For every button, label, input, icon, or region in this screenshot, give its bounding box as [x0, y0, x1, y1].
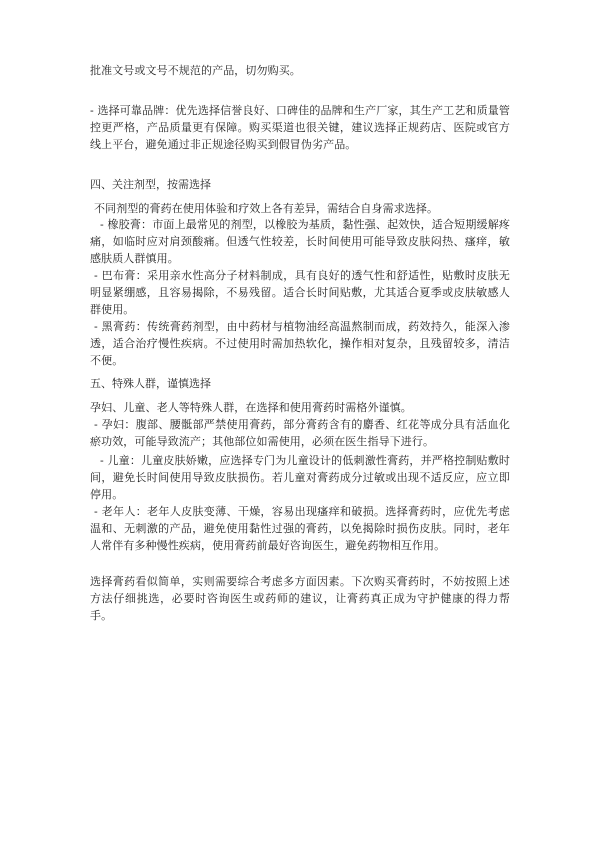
- section-heading-5: 五、特殊人群，谨慎选择: [90, 377, 211, 390]
- paragraph-reliable-brand: [90, 102, 510, 153]
- paragraph: [90, 62, 510, 79]
- paragraph-intro-dosage-form: [90, 200, 510, 217]
- paragraph-text: - 巴布膏：采用亲水性高分子材料制成，具有良好的透气性和舒适性，贴敷时皮肤无明显紧绷感，且容易揭除，不易残留。适合长时间贴敷，尤其适合夏季或皮肤敏感人群使用。: [90, 269, 510, 316]
- paragraph-conclusion: [90, 573, 510, 624]
- paragraph-text: - 老年人：老年人皮肤变薄、干燥，容易出现瘙痒和破损。选择膏药时，应优先考虑温和、无刺激的产品，避免使用黏性过强的膏药，以免揭除时损伤皮肤。同时，老年人常伴有多种慢性疾病，使用膏药前最好咨询医生，避免药物相互作用。: [90, 505, 510, 552]
- paragraph-text: 孕妇、儿童、老人等特殊人群，在选择和使用膏药时需格外谨慎。: [90, 401, 412, 414]
- paragraph-black-plaster: [90, 318, 510, 369]
- paragraph-text: - 孕妇：腹部、腰骶部严禁使用膏药，部分膏药含有的麝香、红花等成分具有活血化瘀功效，可能导致流产；其他部位如需使用，必须在医生指导下进行。: [90, 418, 510, 448]
- paragraph-special-groups: [90, 399, 510, 416]
- paragraph-cataplasm: [90, 267, 510, 318]
- paragraph-text: - 选择可靠品牌：优先选择信誉良好、口碑佳的品牌和生产厂家，其生产工艺和质量管控更严格，产品质量更有保障。购买渠道也很关键，建议选择正规药店、医院或官方线上平台，避免通过非正规途径购买到假冒伪劣产品。: [90, 104, 510, 151]
- paragraph-text: 选择膏药看似简单，实则需要综合考虑多方面因素。下次购买膏药时，不妨按照上述方法仔细挑选，必要时咨询医生或药师的建议，让膏药真正成为守护健康的得力帮手。: [90, 575, 510, 622]
- paragraph-rubber-plaster: [90, 216, 510, 267]
- paragraph-text: 批准文号或文号不规范的产品，切勿购买。: [90, 64, 301, 77]
- paragraph-children: [90, 452, 510, 503]
- section-heading-4: 四、关注剂型，按需选择: [90, 178, 211, 191]
- paragraph-text: - 橡胶膏：市面上最常见的剂型，以橡胶为基质，黏性强、起效快，适合短期缓解疼痛，如临时应对肩颈酸痛。但透气性较差，长时间使用可能导致皮肤闷热、瘙痒，敏感肤质人群慎用。: [90, 218, 510, 265]
- paragraph-text: - 儿童：儿童皮肤娇嫩，应选择专门为儿童设计的低刺激性膏药，并严格控制贴敷时间，避免长时间使用导致皮肤损伤。若儿童对膏药成分过敏或出现不适反应，应立即停用。: [90, 454, 510, 501]
- paragraph-text: - 黑膏药：传统膏药剂型，由中药材与植物油经高温熬制而成，药效持久，能深入渗透，适合治疗慢性疾病。不过使用时需加热软化，操作相对复杂，且残留较多，清洁不便。: [90, 320, 510, 367]
- paragraph-elderly: [90, 503, 510, 554]
- paragraph-pregnant: [90, 416, 510, 450]
- paragraph-text: 不同剂型的膏药在使用体验和疗效上各有差异，需结合自身需求选择。: [94, 202, 439, 215]
